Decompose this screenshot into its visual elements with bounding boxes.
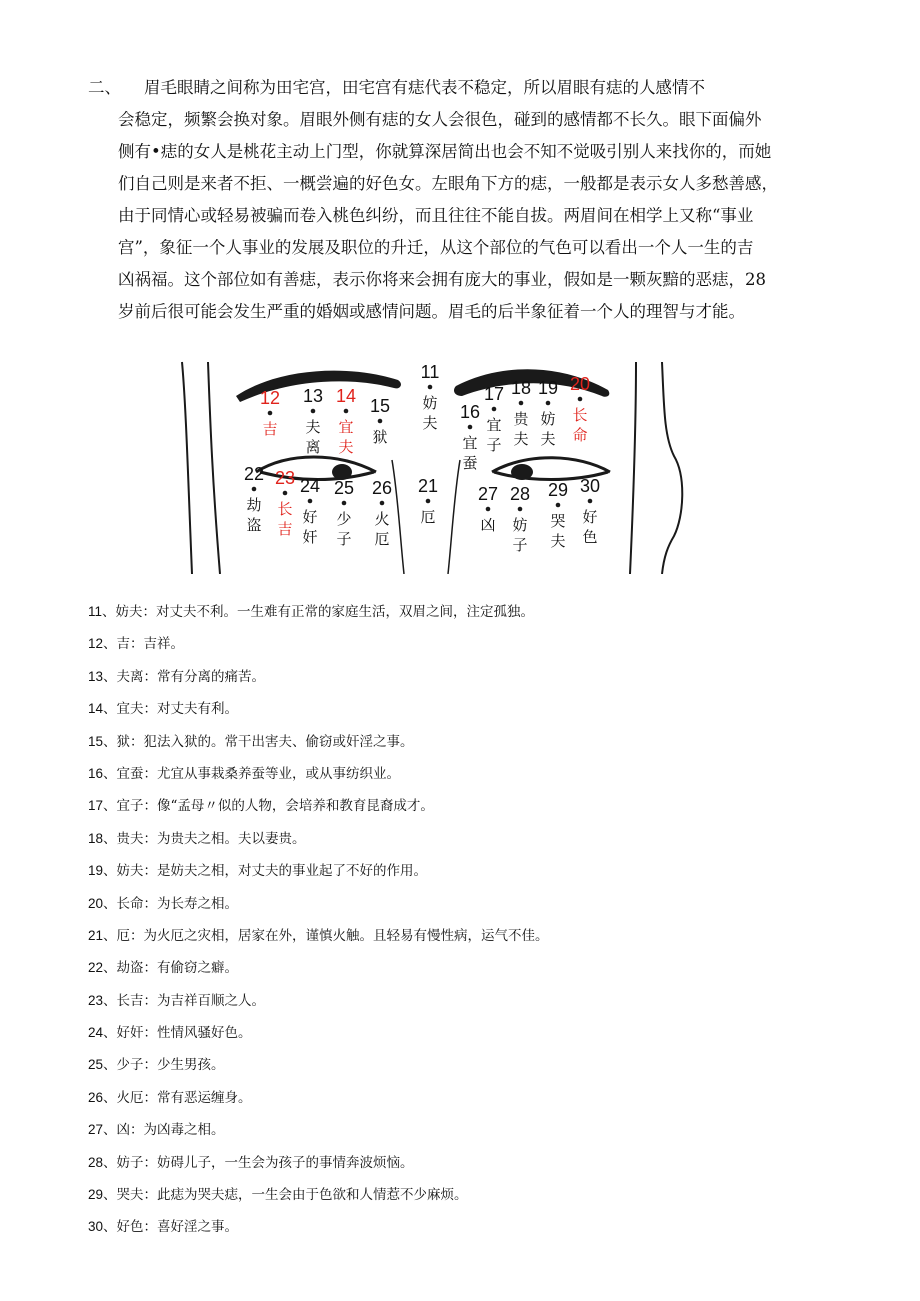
item-number: 30 [88,1219,104,1235]
left-face-outline [182,362,220,574]
item-text: 、夫离：常有分离的痛苦。 [103,668,266,685]
item-text: 、劫盗：有偷窃之癖。 [103,960,239,977]
item-text: 、吉：吉祥。 [103,636,185,653]
diagram-label-number: 19 [537,378,559,398]
list-item [88,920,848,952]
mole-dot [378,419,383,424]
diagram-label-char: 妨 [512,516,528,534]
diagram-label-number: 21 [417,476,439,496]
paragraph-line: 宫”，象征一个人事业的发展及职位的升迁，从这个部位的气色可以看出一个人一生的吉 [118,238,754,257]
mole-meaning-list [88,596,848,1244]
mole-dot [283,491,288,496]
diagram-label-number: 16 [459,402,481,422]
item-text: 、好奸：性情风骚好色。 [103,1025,252,1042]
item-text: 、妨子：妨碍儿子，一生会为孩子的事情奔波烦恼。 [103,1154,414,1171]
item-number: 14 [88,701,104,717]
diagram-label-char: 子 [512,536,528,554]
list-item [88,596,848,628]
diagram-label-char: 色 [582,528,598,546]
item-text: 、哭夫：此痣为哭夫痣，一生会由于色欲和人情惹不少麻烦。 [103,1187,468,1204]
diagram-label-char: 哭 [550,512,566,530]
mole-dot [252,487,257,492]
item-number: 19 [88,863,104,879]
diagram-label-number: 25 [333,478,355,498]
diagram-label-char: 厄 [374,530,390,548]
list-item [88,1082,848,1114]
paragraph-line: 会稳定，频繁会换对象。眉眼外侧有痣的女人会很色，碰到的感情都不长久。眼下面偏外 [118,110,762,129]
paragraph-line: 由于同情心或轻易被骗而卷入桃色纠纷，而且往往不能自拔。两眉间在相学上又称“事业 [118,206,754,225]
diagram-label-number: 12 [259,388,281,408]
mole-dot [546,401,551,406]
paragraph-line: 们自己则是来者不拒、一概尝遍的好色女。左眼角下方的痣，一般都是表示女人多愁善感， [118,174,778,193]
mole-dot [308,499,313,504]
mole-dot [342,501,347,506]
list-item [88,1049,848,1081]
diagram-label-char: 狱 [372,428,388,446]
diagram-label-char: 厄 [420,508,436,526]
item-number: 15 [88,733,104,749]
item-text: 、狱：犯法入狱的。常干出害夫、偷窃或奸淫之事。 [103,733,414,750]
right-face-outline [630,362,682,574]
item-text: 、贵夫：为贵夫之相。夫以妻贵。 [103,830,306,847]
item-number: 12 [88,636,104,652]
list-item [88,985,848,1017]
diagram-label-char: 贵 [513,410,529,428]
diagram-label-number: 17 [483,384,505,404]
diagram-label-char: 宜 [462,434,478,452]
mole-dot [468,425,473,430]
list-item [88,952,848,984]
diagram-label-number: 18 [510,378,532,398]
face-diagram-svg [178,356,698,574]
diagram-label-char: 少 [336,510,352,528]
mole-dot [380,501,385,506]
mole-dot [556,503,561,508]
diagram-label-char: 奸 [302,528,318,546]
list-item [88,693,848,725]
list-item [88,1179,848,1211]
paragraph-line: 侧有•痣的女人是桃花主动上门型，你就算深居简出也会不知不觉吸引别人来找你的，而她 [118,142,772,161]
diagram-label-char: 子 [486,436,502,454]
diagram-label-char: 好 [302,508,318,526]
diagram-label-number: 22 [243,464,265,484]
diagram-label-char: 宜 [338,418,354,436]
diagram-label-char: 吉 [262,420,278,438]
diagram-label-char: 凶 [480,516,496,534]
diagram-label-char: 夫 [422,414,438,432]
item-text: 、好色：喜好淫之事。 [103,1219,239,1236]
mole-dot [428,385,433,390]
mole-dot [268,411,273,416]
diagram-label-char: 好 [582,508,598,526]
diagram-label-char: 离 [305,438,321,456]
diagram-label-number: 15 [369,396,391,416]
item-text: 、长吉：为吉祥百顺之人。 [103,992,266,1009]
list-item [88,823,848,855]
diagram-label-char: 夫 [338,438,354,456]
list-item [88,1147,848,1179]
list-item [88,790,848,822]
item-number: 20 [88,895,104,911]
paragraph-line: 岁前后很可能会发生严重的婚姻或感情问题。眉毛的后半象征着一个人的理智与才能。 [118,302,745,321]
item-number: 28 [88,1154,104,1170]
item-text: 、妨夫：是妨夫之相，对丈夫的事业起了不好的作用。 [103,863,428,880]
paragraph-first-line: 眉毛眼睛之间称为田宅宫，田宅宫有痣代表不稳定，所以眉眼有痣的人感情不 [144,78,705,97]
item-text: 、宜蚕：尤宜从事栽桑养蚕等业，或从事纺织业。 [103,765,401,782]
mole-dot [588,499,593,504]
diagram-label-number: 24 [299,476,321,496]
diagram-label-char: 命 [572,426,588,444]
diagram-label-number: 13 [302,386,324,406]
mole-face-diagram [178,356,698,574]
diagram-label-char: 夫 [305,418,321,436]
item-number: 11 [88,604,103,619]
diagram-label-char: 长 [572,406,588,424]
list-item [88,661,848,693]
paragraph-line: 凶祸福。这个部位如有善痣，表示你将来会拥有庞大的事业，假如是一颗灰黯的恶痣，28 [118,270,766,289]
mole-dot [492,407,497,412]
diagram-label-number: 28 [509,484,531,504]
item-number: 22 [88,960,104,976]
intro-paragraph [88,72,800,328]
item-number: 23 [88,992,104,1008]
diagram-label-number: 14 [335,386,357,406]
mole-dot [578,397,583,402]
mole-dot [426,499,431,504]
list-item [88,726,848,758]
diagram-label-number: 30 [579,476,601,496]
item-text: 、妨夫：对丈夫不利。一生难有正常的家庭生活，双眉之间，注定孤独。 [102,604,535,620]
diagram-label-char: 宜 [486,416,502,434]
item-number: 13 [88,668,104,684]
item-number: 18 [88,830,104,846]
item-number: 29 [88,1187,104,1203]
diagram-label-number: 20 [569,374,591,394]
mole-dot [519,401,524,406]
right-iris [511,464,533,480]
item-text: 、厄：为火厄之灾相，居家在外，谨慎火触。且轻易有慢性病，运气不佳。 [103,927,549,944]
mole-dot [311,409,316,414]
diagram-label-char: 妨 [422,394,438,412]
list-item [88,1114,848,1146]
list-item [88,855,848,887]
diagram-label-char: 蚕 [462,454,478,472]
diagram-label-char: 劫 [246,496,262,514]
list-item [88,1211,848,1243]
diagram-label-char: 长 [277,500,293,518]
diagram-label-char: 盗 [246,516,262,534]
list-item [88,628,848,660]
diagram-label-char: 夫 [513,430,529,448]
diagram-label-number: 26 [371,478,393,498]
item-text: 、长命：为长寿之相。 [103,895,239,912]
item-number: 27 [88,1122,104,1138]
mole-dot [486,507,491,512]
paragraph-number: 二、 [88,78,121,97]
item-text: 、宜子：像“孟母〃似的人物，会培养和教育昆裔成才。 [103,798,434,815]
diagram-label-char: 妨 [540,410,556,428]
item-number: 24 [88,1025,104,1041]
diagram-label-char: 火 [374,510,390,528]
list-item [88,888,848,920]
diagram-label-number: 27 [477,484,499,504]
diagram-label-number: 11 [420,362,440,382]
diagram-label-number: 23 [274,468,296,488]
item-text: 、宜夫：对丈夫有利。 [103,701,239,718]
diagram-label-char: 吉 [277,520,293,538]
item-text: 、火厄：常有恶运缠身。 [103,1089,252,1106]
item-number: 17 [88,798,104,814]
item-text: 、凶：为凶毒之相。 [103,1122,225,1139]
diagram-label-char: 子 [336,530,352,548]
item-number: 21 [88,927,104,943]
diagram-label-number: 29 [547,480,569,500]
item-number: 26 [88,1089,104,1105]
list-item [88,758,848,790]
mole-dot [344,409,349,414]
item-number: 16 [88,765,104,781]
mole-dot [518,507,523,512]
item-text: 、少子：少生男孩。 [103,1057,225,1074]
diagram-label-char: 夫 [540,430,556,448]
item-number: 25 [88,1057,104,1073]
list-item [88,1017,848,1049]
diagram-label-char: 夫 [550,532,566,550]
